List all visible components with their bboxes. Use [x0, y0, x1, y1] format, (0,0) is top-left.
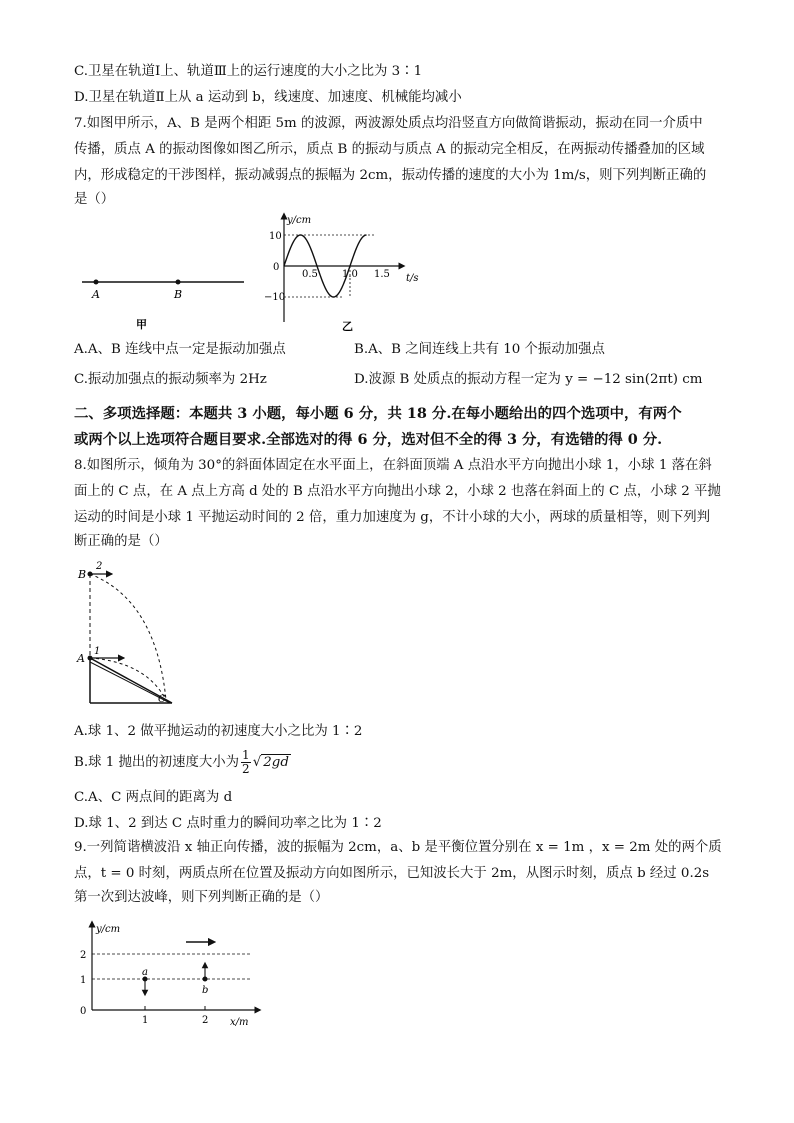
q8-option-a: A.球 1、2 做平抛运动的初速度大小之比为 1∶2 [74, 724, 363, 739]
sqrt-sign: √ [252, 755, 262, 770]
x-tick-2: 2 [202, 1015, 209, 1026]
x-tick-0.5: 0.5 [302, 269, 318, 280]
ball-1-label: 1 [94, 646, 101, 657]
q9-stem-line-3: 第一次到达波峰，则下列判断正确的是（） [74, 890, 329, 905]
t-axis-label: t/s [406, 273, 419, 284]
point-b-label: B [78, 568, 87, 581]
source-a-label: A [92, 288, 100, 301]
q7-figure-jia [74, 262, 254, 332]
x-tick-1.5: 1.5 [374, 269, 390, 280]
q8-option-c: C.A、C 两点间的距离为 d [74, 790, 233, 805]
q8-stem-line-4: 断正确的是（） [74, 534, 168, 549]
fraction-denominator: 2 [242, 762, 250, 776]
q9-stem-line-2: 点，t = 0 时刻，两质点所在位置及振动方向如图所示，已知波长大于 2m，从图示时刻，质点 b 经过 0.2s [74, 866, 710, 881]
fraction-one-half [241, 749, 251, 776]
x-tick-1: 1 [142, 1015, 149, 1026]
y-tick-neg10: −10 [264, 292, 286, 303]
q7-stem-line-1: 7.如图甲所示，A、B 是两个相距 5m 的波源，两波源处质点均沿竖直方向做简谐振动，振动在同一介质中 [74, 116, 703, 131]
y-tick-2: 2 [80, 950, 87, 961]
x-axis-label: x/m [230, 1017, 249, 1028]
y-axis-label: y/cm [96, 924, 121, 935]
q6-option-d: D.卫星在轨道Ⅱ上从 a 运动到 b，线速度、加速度、机械能均减小 [74, 90, 462, 105]
q8-stem-line-3: 运动的时间是小球 1 平抛运动时间的 2 倍，重力加速度为 g，不计小球的大小，两球的质量相等，则下列判 [74, 510, 711, 525]
section-2-heading-line-1: 二、多项选择题：本题共 3 小题，每小题 6 分，共 18 分.在每小题给出的四个选项中，有两个 [74, 405, 682, 422]
ball-2 [88, 572, 93, 577]
y-tick-0: 0 [273, 262, 280, 273]
q8-option-b [74, 748, 291, 778]
q7-option-b: B.A、B 之间连线上共有 10 个振动加强点 [354, 342, 605, 357]
ball-1 [88, 656, 93, 661]
q8-option-d: D.球 1、2 到达 C 点时重力的瞬间功率之比为 1∶2 [74, 816, 382, 831]
section-2-heading-line-2: 或两个以上选项符合题目要求.全部选对的得 6 分，选对但不全的得 3 分，有选错的得 0 分. [74, 431, 663, 448]
q9-figure [74, 918, 274, 1028]
fraction-numerator: 1 [242, 748, 250, 762]
y-axis-label: y/cm [287, 215, 312, 226]
q7-stem-line-4: 是（） [74, 192, 115, 207]
source-a-dot [94, 280, 99, 285]
y-tick-0: 0 [80, 1006, 87, 1017]
q8-stem-line-1: 8.如图所示，倾角为 30°的斜面体固定在水平面上，在斜面顶端 A 点沿水平方向抛出小球 1，小球 1 落在斜 [74, 458, 712, 473]
q7-stem-line-2: 传播，质点 A 的振动图像如图乙所示，质点 B 的振动与质点 A 的振动完全相反，在两振动传播叠加的区域 [74, 142, 705, 157]
source-b-label: B [174, 288, 183, 301]
q7-option-d: D.波源 B 处质点的振动方程一定为 y = −12 sin(2πt) cm [354, 372, 703, 387]
q8-stem-line-2: 面上的 C 点，在 A 点上方高 d 处的 B 点沿水平方向抛出小球 2，小球 2 也落在斜面上的 C 点，小球 2 平抛 [74, 484, 721, 499]
fig-jia-caption: 甲 [136, 318, 147, 331]
q7-figure-yi [264, 210, 438, 335]
q8-option-b-text: B.球 1 抛出的初速度大小为 [74, 755, 240, 770]
q6-option-c: C.卫星在轨道Ⅰ上、轨道Ⅲ上的运行速度的大小之比为 3∶1 [74, 64, 423, 79]
q7-option-a: A.A、B 连线中点一定是振动加强点 [74, 342, 286, 357]
point-b [203, 977, 208, 982]
fig-yi-caption: 乙 [342, 320, 353, 333]
point-a-label: A [77, 652, 85, 665]
point-a-label: a [142, 967, 148, 978]
q8-figure [74, 560, 204, 710]
y-tick-1: 1 [80, 975, 87, 986]
q9-stem-line-1: 9.一列简谐横波沿 x 轴正向传播，波的振幅为 2cm，a、b 是平衡位置分别在 x = 1m ，x = 2m 处的两个质 [74, 840, 722, 855]
y-tick-10: 10 [269, 231, 282, 242]
point-b-label: b [202, 985, 209, 996]
ball-2-label: 2 [96, 561, 103, 572]
x-tick-1.0: 1.0 [342, 269, 358, 280]
source-b-dot [176, 280, 181, 285]
q7-option-c: C.振动加强点的振动频率为 2Hz [74, 372, 267, 387]
q7-stem-line-3: 内，形成稳定的干涉图样，振动减弱点的振幅为 2cm，振动传播的速度的大小为 1m/s，则下列判断正确的 [74, 168, 707, 183]
point-c-label: C [158, 694, 166, 705]
sqrt-radicand: 2gd [263, 755, 289, 770]
